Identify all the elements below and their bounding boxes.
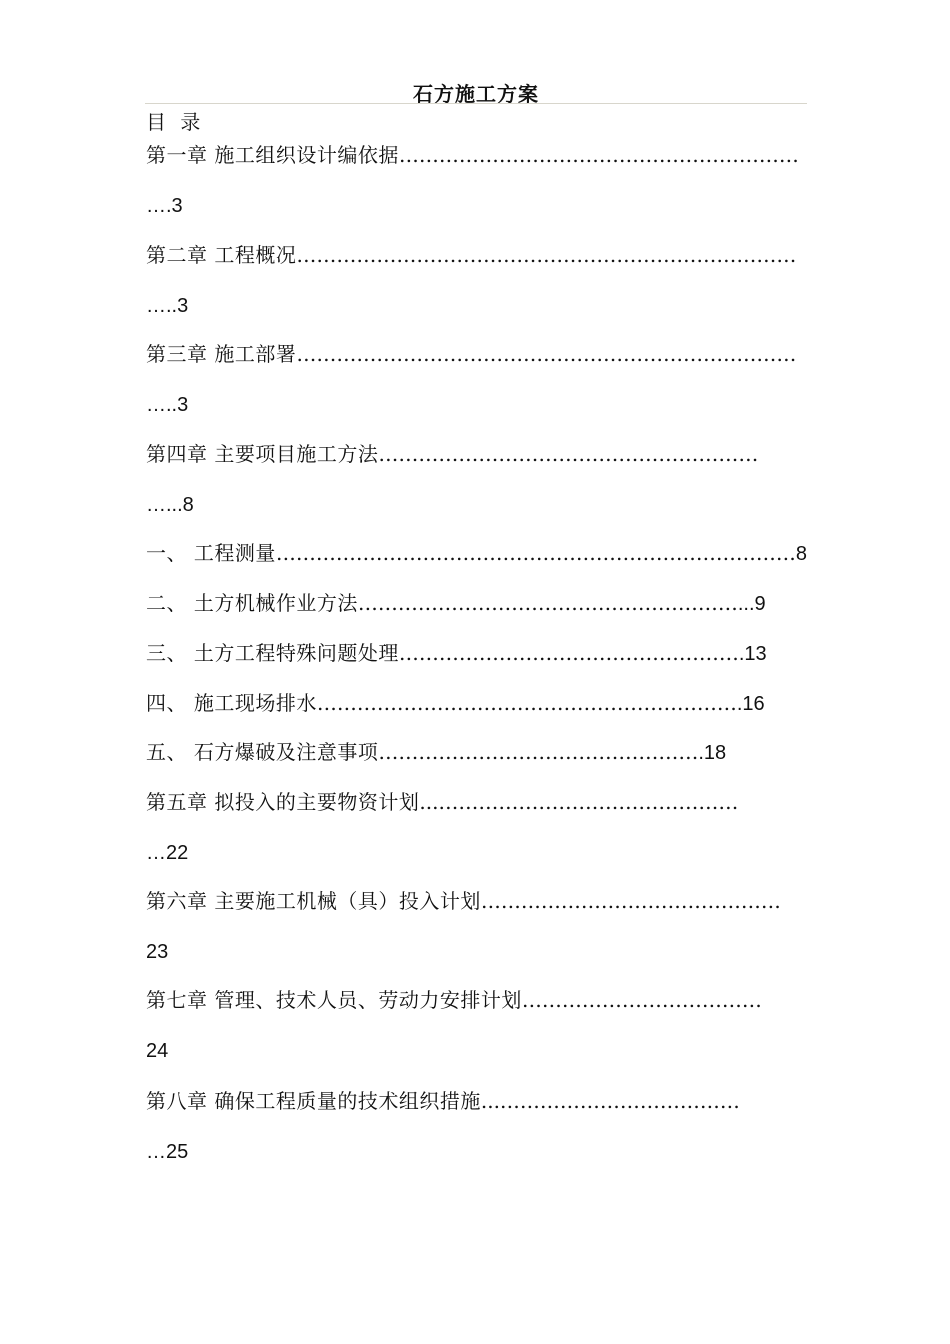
toc-line: 三、 土方工程特殊问题处理…………………………………………….13 bbox=[146, 641, 767, 665]
toc-line: …..3 bbox=[146, 394, 189, 416]
toc-line: 二、 土方机械作业方法…………………………………………………...9 bbox=[146, 591, 766, 615]
toc-line: 一、 工程测量……………………………………………………………………8 bbox=[146, 541, 807, 565]
toc-line: 第二章 工程概况………………………………………………………………… bbox=[146, 243, 797, 267]
toc-line: 第八章 确保工程质量的技术组织措施...……………………………… bbox=[146, 1089, 740, 1113]
toc-line: 第五章 拟投入的主要物资计划...……………………………………… bbox=[146, 790, 739, 814]
toc-line: 第七章 管理、技术人员、劳动力安排计划……………………………… bbox=[146, 988, 762, 1012]
toc-line: 第四章 主要项目施工方法………………………………………………… bbox=[146, 442, 759, 466]
toc-line: 第六章 主要施工机械（具）投入计划……………………………………… bbox=[146, 889, 781, 913]
toc-line: 五、 石方爆破及注意事项………………………………………….18 bbox=[146, 740, 727, 764]
toc-line: …25 bbox=[146, 1141, 189, 1163]
toc-line: 四、 施工现场排水……………………………………………………….16 bbox=[146, 691, 765, 715]
toc-line: …...8 bbox=[146, 494, 194, 516]
toc-line: ….3 bbox=[146, 195, 183, 217]
toc-line: 24 bbox=[146, 1040, 169, 1062]
toc-heading: 目 录 bbox=[146, 110, 205, 134]
toc-line: …22 bbox=[146, 842, 189, 864]
document-title: 石方施工方案 bbox=[413, 82, 539, 106]
toc-line: 23 bbox=[146, 941, 169, 963]
toc-line: 第一章 施工组织设计编依据…………………………………………………… bbox=[146, 143, 799, 167]
toc-line: …..3 bbox=[146, 295, 189, 317]
title-divider bbox=[145, 103, 807, 104]
toc-line: 第三章 施工部署………………………………………………………………… bbox=[146, 342, 797, 366]
